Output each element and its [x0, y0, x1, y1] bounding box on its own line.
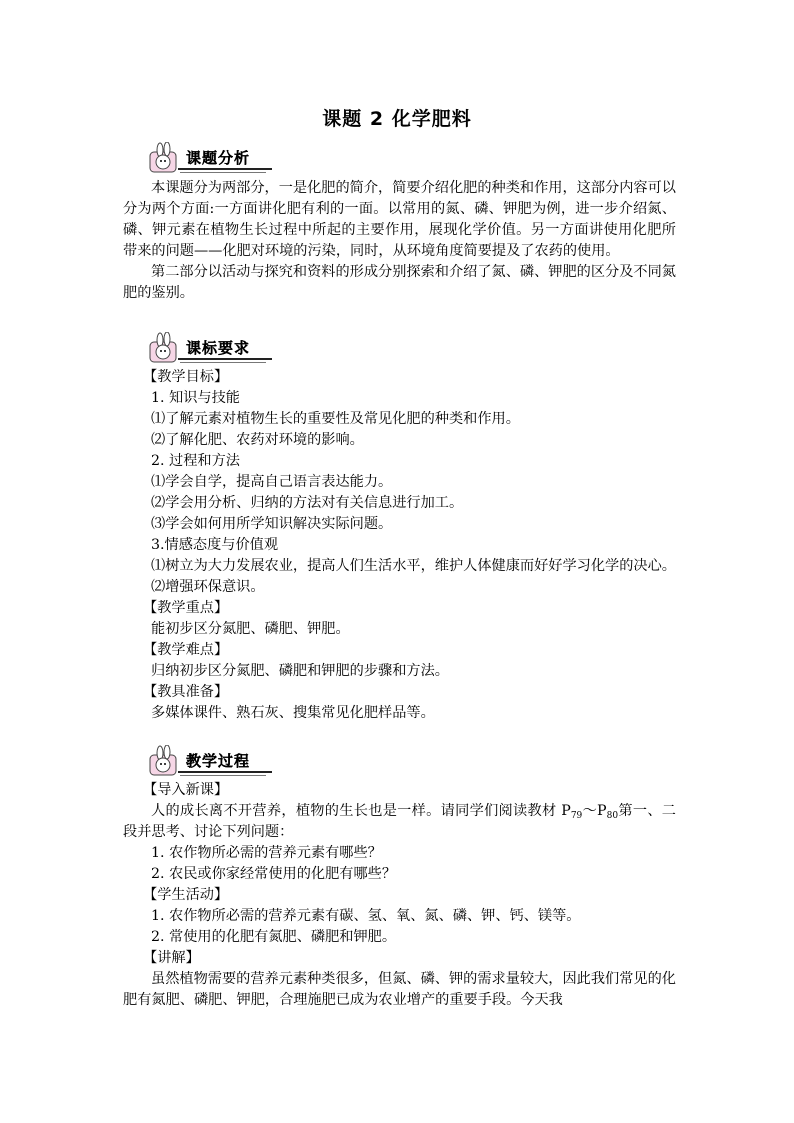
goal-process-item: ⑵学会用分析、归纳的方法对有关信息进行加工。: [151, 495, 464, 511]
heading-intro: 【导入新课】: [143, 782, 229, 798]
goal-knowledge-item: ⑵了解化肥、农药对环境的影响。: [151, 432, 364, 448]
goal-attitude-item: ⑵增强环保意识。: [151, 579, 265, 595]
heading-difficulties: 【教学难点】: [143, 642, 229, 658]
analysis-body: [123, 178, 676, 304]
answer-item: 1. 农作物所必需的营养元素有碳、氢、氧、氮、磷、钾、钙、镁等。: [151, 908, 581, 924]
heading-materials: 【教具准备】: [143, 684, 229, 700]
banner-label: 课题分析: [186, 149, 251, 167]
heading-student-activity: 【学生活动】: [143, 887, 229, 903]
answer-item: 2. 常使用的化肥有氮肥、磷肥和钾肥。: [151, 929, 397, 945]
goal-attitude-item: ⑴树立为大力发展农业，提高人们生活水平，维护人体健康而好好学习化学的决心。: [151, 558, 676, 574]
goal-process: 2. 过程和方法: [151, 453, 240, 469]
banner-underline: [178, 358, 272, 360]
banner-underline: [178, 771, 272, 773]
goal-process-item: ⑶学会如何用所学知识解决实际问题。: [151, 516, 393, 532]
difficulties-text: 归纳初步区分氮肥、磷肥和钾肥的步骤和方法。: [151, 663, 449, 679]
goal-attitude: 3.情感态度与价值观: [151, 537, 279, 553]
question-item: 1. 农作物所必需的营养元素有哪些？: [151, 845, 382, 861]
heading-teaching-goals: 【教学目标】: [143, 369, 229, 385]
banner-underline-shadow: [180, 362, 266, 363]
standards-body: [123, 367, 676, 724]
banner-label: 教学过程: [186, 752, 251, 770]
heading-key-points: 【教学重点】: [143, 600, 229, 616]
heading-lecture: 【讲解】: [143, 950, 200, 966]
page-title: 课题 2 化学肥料: [322, 108, 472, 130]
analysis-paragraph-1: 本课题分为两部分，一是化肥的简介，简要介绍化肥的种类和作用，这部分内容可以分为两个方面:一方面讲化肥有利的一面。以常用的氮、磷、钾肥为例，进一步介绍氮、磷、钾元素在植物生长过程中所起的主要作用，展现化学价值。另一方面讲使用化肥所带来的问题——化肥对环境的污染，同时，从环境角度简要提及了农药的使用。: [123, 180, 676, 259]
intro-paragraph: 人的成长离不开营养，植物的生长也是一样。请同学们阅读教材 $P_{79}\sim P_{80}$第一、二段并思考、讨论下列问题：: [123, 803, 676, 840]
section-banner-analysis: [148, 142, 272, 174]
lecture-paragraph: 虽然植物需要的营养元素种类很多，但氮、磷、钾的需求量较大，因此我们常见的化肥有氮肥、磷肥、钾肥，合理施肥已成为农业增产的重要手段。今天我: [123, 971, 676, 1008]
banner-underline-shadow: [180, 775, 266, 776]
section-banner-process: [148, 745, 272, 777]
goal-process-item: ⑴学会自学，提高自己语言表达能力。: [151, 474, 393, 490]
section-banner-standards: [148, 332, 272, 364]
goal-knowledge-item: ⑴了解元素对植物生长的重要性及常见化肥的种类和作用。: [151, 411, 520, 427]
materials-text: 多媒体课件、熟石灰、搜集常见化肥样品等。: [151, 705, 435, 721]
process-body: [123, 780, 676, 1011]
banner-label: 课标要求: [186, 339, 251, 357]
banner-underline-shadow: [180, 172, 266, 173]
banner-underline: [178, 168, 272, 170]
analysis-paragraph-2: 第二部分以活动与探究和资料的形成分别探索和介绍了氮、磷、钾肥的区分及不同氮肥的鉴别。: [123, 264, 676, 301]
key-points-text: 能初步区分氮肥、磷肥、钾肥。: [151, 621, 350, 637]
goal-knowledge: 1. 知识与技能: [151, 390, 240, 406]
question-item: 2. 农民或你家经常使用的化肥有哪些？: [151, 866, 397, 882]
